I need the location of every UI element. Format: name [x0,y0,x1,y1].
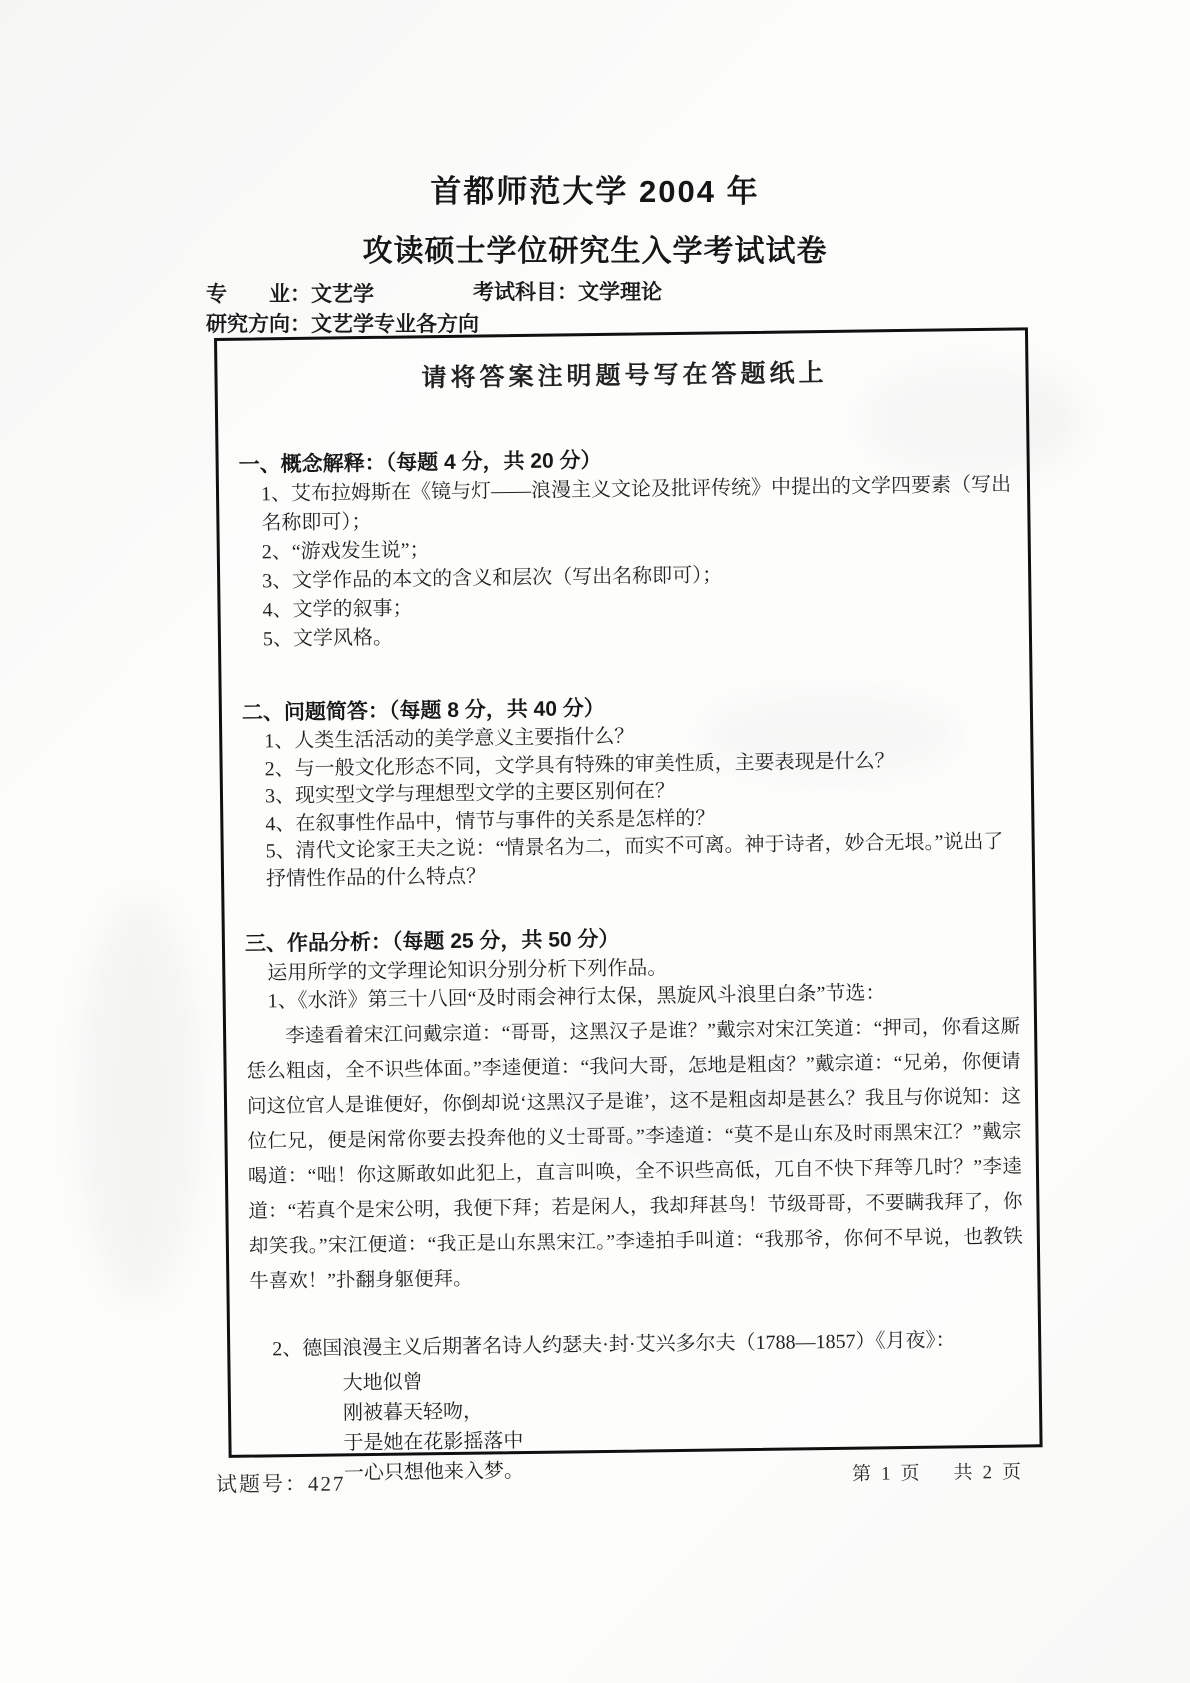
subject-label: 考试科目： [473,281,578,304]
university-year-title: 首都师范大学 2004 年 [430,174,760,209]
paper-number: 试题号：427 [215,1471,346,1497]
question-item: 4、文学的叙事； [262,597,413,622]
section-3-heading: 三、作品分析：（每题 25 分，共 50 分） [244,927,620,956]
page-current-prefix: 第 [851,1463,872,1486]
major-row [206,278,374,308]
section-3-intro: 运用所学的文学理论知识分别分析下列作品。 [267,957,668,985]
poem-line: 一心只想他来入梦。 [343,1460,525,1485]
shuihu-excerpt-passage: 李逵看着宋江问戴宗道：“哥哥，这黑汉子是谁？”戴宗对宋江笑道：“押司，你看这厮恁么粗卤，全不识些体面。”李逵便道：“我问大哥，怎地是粗卤？”戴宗道：“兄弟，你便请问这位官人是谁便好，你倒却说‘这黑汉子是谁’，这不是粗卤却是甚么？我且与你说知：这位仁兄，便是闲常你要去投奔他的义士哥哥。”李逵道：“莫不是山东及时雨黑宋江？”戴宗喝道：“咄！你这厮敢如此犯上，直言叫唤，全不识些高低，兀自不快下拜等几时？”李逵道：“若真个是宋公明，我便下拜；若是闲人，我却拜甚鸟！节级哥哥，不要瞒我拜了，你却笑我。”宋江便道：“我正是山东黑宋江。”李逵拍手叫道：“我那爷，你何不早说，也教铁牛喜欢！”扑翻身躯便拜。 [246,1016,1023,1293]
direction-label: 研究方向： [206,313,311,336]
exam-paper-title: 攻读硕士学位研究生入学考试试卷 [362,235,828,268]
question-item: 1、艾布拉姆斯在《镜与灯——浪漫主义文论及批评传统》中提出的文学四要素（写出名称即可）； [260,473,1012,535]
page-total-prefix: 共 [953,1462,973,1484]
scan-artifact [80,900,200,1300]
major-label: 专 业： [206,283,311,306]
analysis-work-shuihu [246,978,1024,1300]
direction-value: 文艺学专业各方向 [311,313,479,336]
research-direction-row [206,308,479,338]
subject-row [473,276,662,306]
question-item: 4、在叙事性作品中，情节与事件的关系是怎样的？ [265,806,716,835]
work-2-title: 2、德国浪漫主义后期著名诗人约瑟夫·封·艾兴多尔夫（1788—1857）《月夜》： [272,1329,956,1361]
question-item: 5、文学风格。 [262,626,394,651]
section-short-answer [242,689,1018,894]
page-total-number: 2 [982,1462,993,1484]
question-item: 1、人类生活活动的美学意义主要指什么？ [264,725,635,753]
page-total-suffix: 页 [1001,1461,1022,1484]
page-current-suffix: 页 [900,1463,920,1485]
page-current-number: 1 [880,1463,891,1485]
major-value: 文艺学 [311,283,374,306]
poem-line: 于是她在花影摇落中 [343,1430,524,1455]
question-item: 2、与一般文化形态不同，文学具有特殊的审美性质，主要表现是什么？ [264,749,895,780]
question-item: 3、现实型文学与理想型文学的主要区别何在？ [264,780,676,808]
poem-line: 刚被暮天轻吻， [342,1400,484,1425]
section-1-heading: 一、概念解释：（每题 4 分，共 20 分） [238,448,602,477]
poem-line: 大地似曾 [342,1371,423,1395]
section-2-heading: 二、问题简答：（每题 8 分，共 40 分） [241,696,605,725]
work-1-title: 1、《水浒》第三十八回“及时雨会神行太保，黑旋风斗浪里白条”节选： [267,982,886,1013]
answer-sheet-notice: 请将答案注明题号写在答题纸上 [421,359,828,393]
question-item: 5、清代文论家王夫之说：“情景名为二，而实不可离。神于诗者，妙合无垠。”说出了抒情性作品的什么特点？ [265,830,1004,890]
section-concept-explanation [238,441,1015,655]
page-indicator [852,1457,1021,1486]
question-item: 3、文学作品的本文的含义和层次（写出名称即可）； [262,564,723,593]
question-item: 2、“游戏发生说”； [261,539,430,564]
section-work-analysis [245,920,1026,1490]
subject-value: 文学理论 [578,281,662,304]
